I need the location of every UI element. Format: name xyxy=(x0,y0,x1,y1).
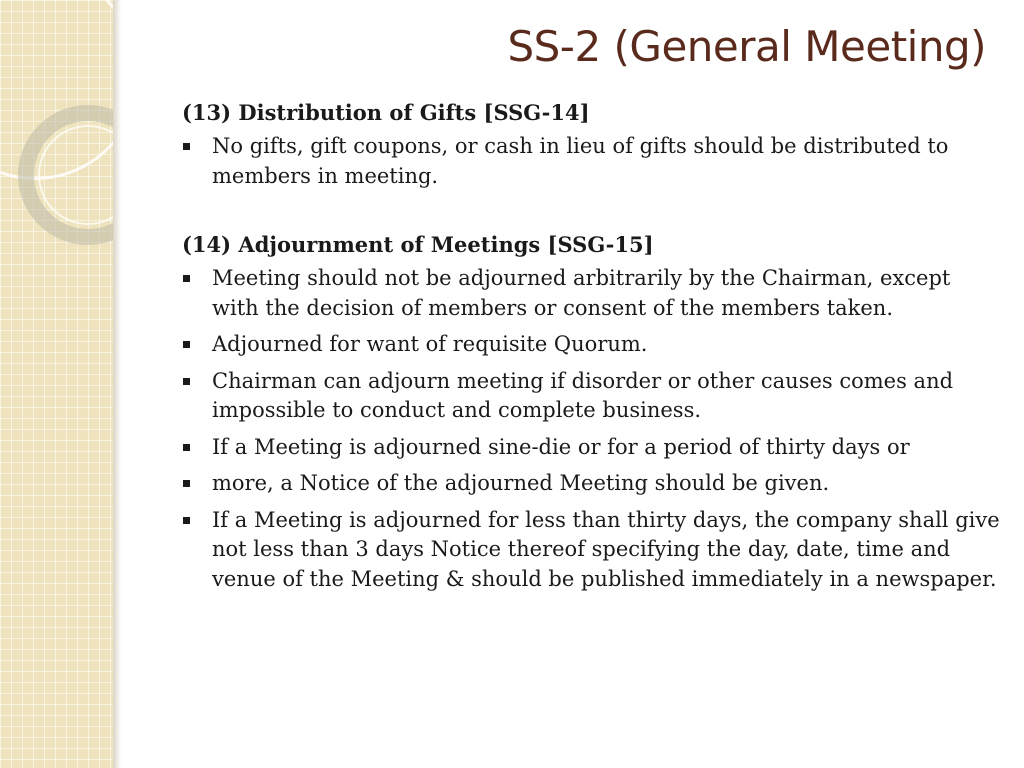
bullet-item xyxy=(182,330,1002,360)
square-bullet-icon xyxy=(183,444,190,451)
bullet-item xyxy=(182,433,1002,463)
bullet-text: Chairman can adjourn meeting if disorder or other causes comes and impossible to conduct and complete business. xyxy=(212,368,954,422)
section-adjournment-of-meetings xyxy=(182,230,1002,594)
section-heading: (13) Distribution of Gifts [SSG-14] xyxy=(182,100,590,125)
square-bullet-icon xyxy=(183,378,190,385)
section-distribution-of-gifts xyxy=(182,98,1002,191)
bullet-item xyxy=(182,264,1002,323)
sidebar-shadow xyxy=(113,0,121,768)
slide-content xyxy=(182,98,1002,601)
section-heading: (14) Adjournment of Meetings [SSG-15] xyxy=(182,232,654,257)
bullet-text: more, a Notice of the adjourned Meeting should be given. xyxy=(212,471,830,495)
square-bullet-icon xyxy=(183,517,190,524)
bullet-text: Meeting should not be adjourned arbitrarily by the Chairman, except with the decision of members or consent of the members taken. xyxy=(212,266,951,320)
decorative-sidebar xyxy=(0,0,113,768)
bullet-item xyxy=(182,367,1002,426)
slide-title: SS-2 (General Meeting) xyxy=(507,22,986,71)
bullet-item xyxy=(182,469,1002,499)
square-bullet-icon xyxy=(183,480,190,487)
bullet-text: If a Meeting is adjourned sine-die or for a period of thirty days or xyxy=(212,434,910,459)
square-bullet-icon xyxy=(183,275,190,282)
square-bullet-icon xyxy=(183,143,190,150)
bullet-text: If a Meeting is adjourned for less than thirty days, the company shall give not less than 3 days Notice thereof specifying the day, date, time and venue of the Meeting & should be published immediately in a newspaper. xyxy=(212,507,1000,591)
square-bullet-icon xyxy=(183,341,190,348)
bullet-list xyxy=(182,132,1002,191)
bullet-text: No gifts, gift coupons, or cash in lieu of gifts should be distributed to members in meeting. xyxy=(212,134,949,188)
bullet-item xyxy=(182,132,1002,191)
bullet-text: Adjourned for want of requisite Quorum. xyxy=(212,332,648,356)
section-spacer xyxy=(182,198,1002,230)
bullet-list xyxy=(182,264,1002,594)
bullet-item xyxy=(182,506,1002,595)
